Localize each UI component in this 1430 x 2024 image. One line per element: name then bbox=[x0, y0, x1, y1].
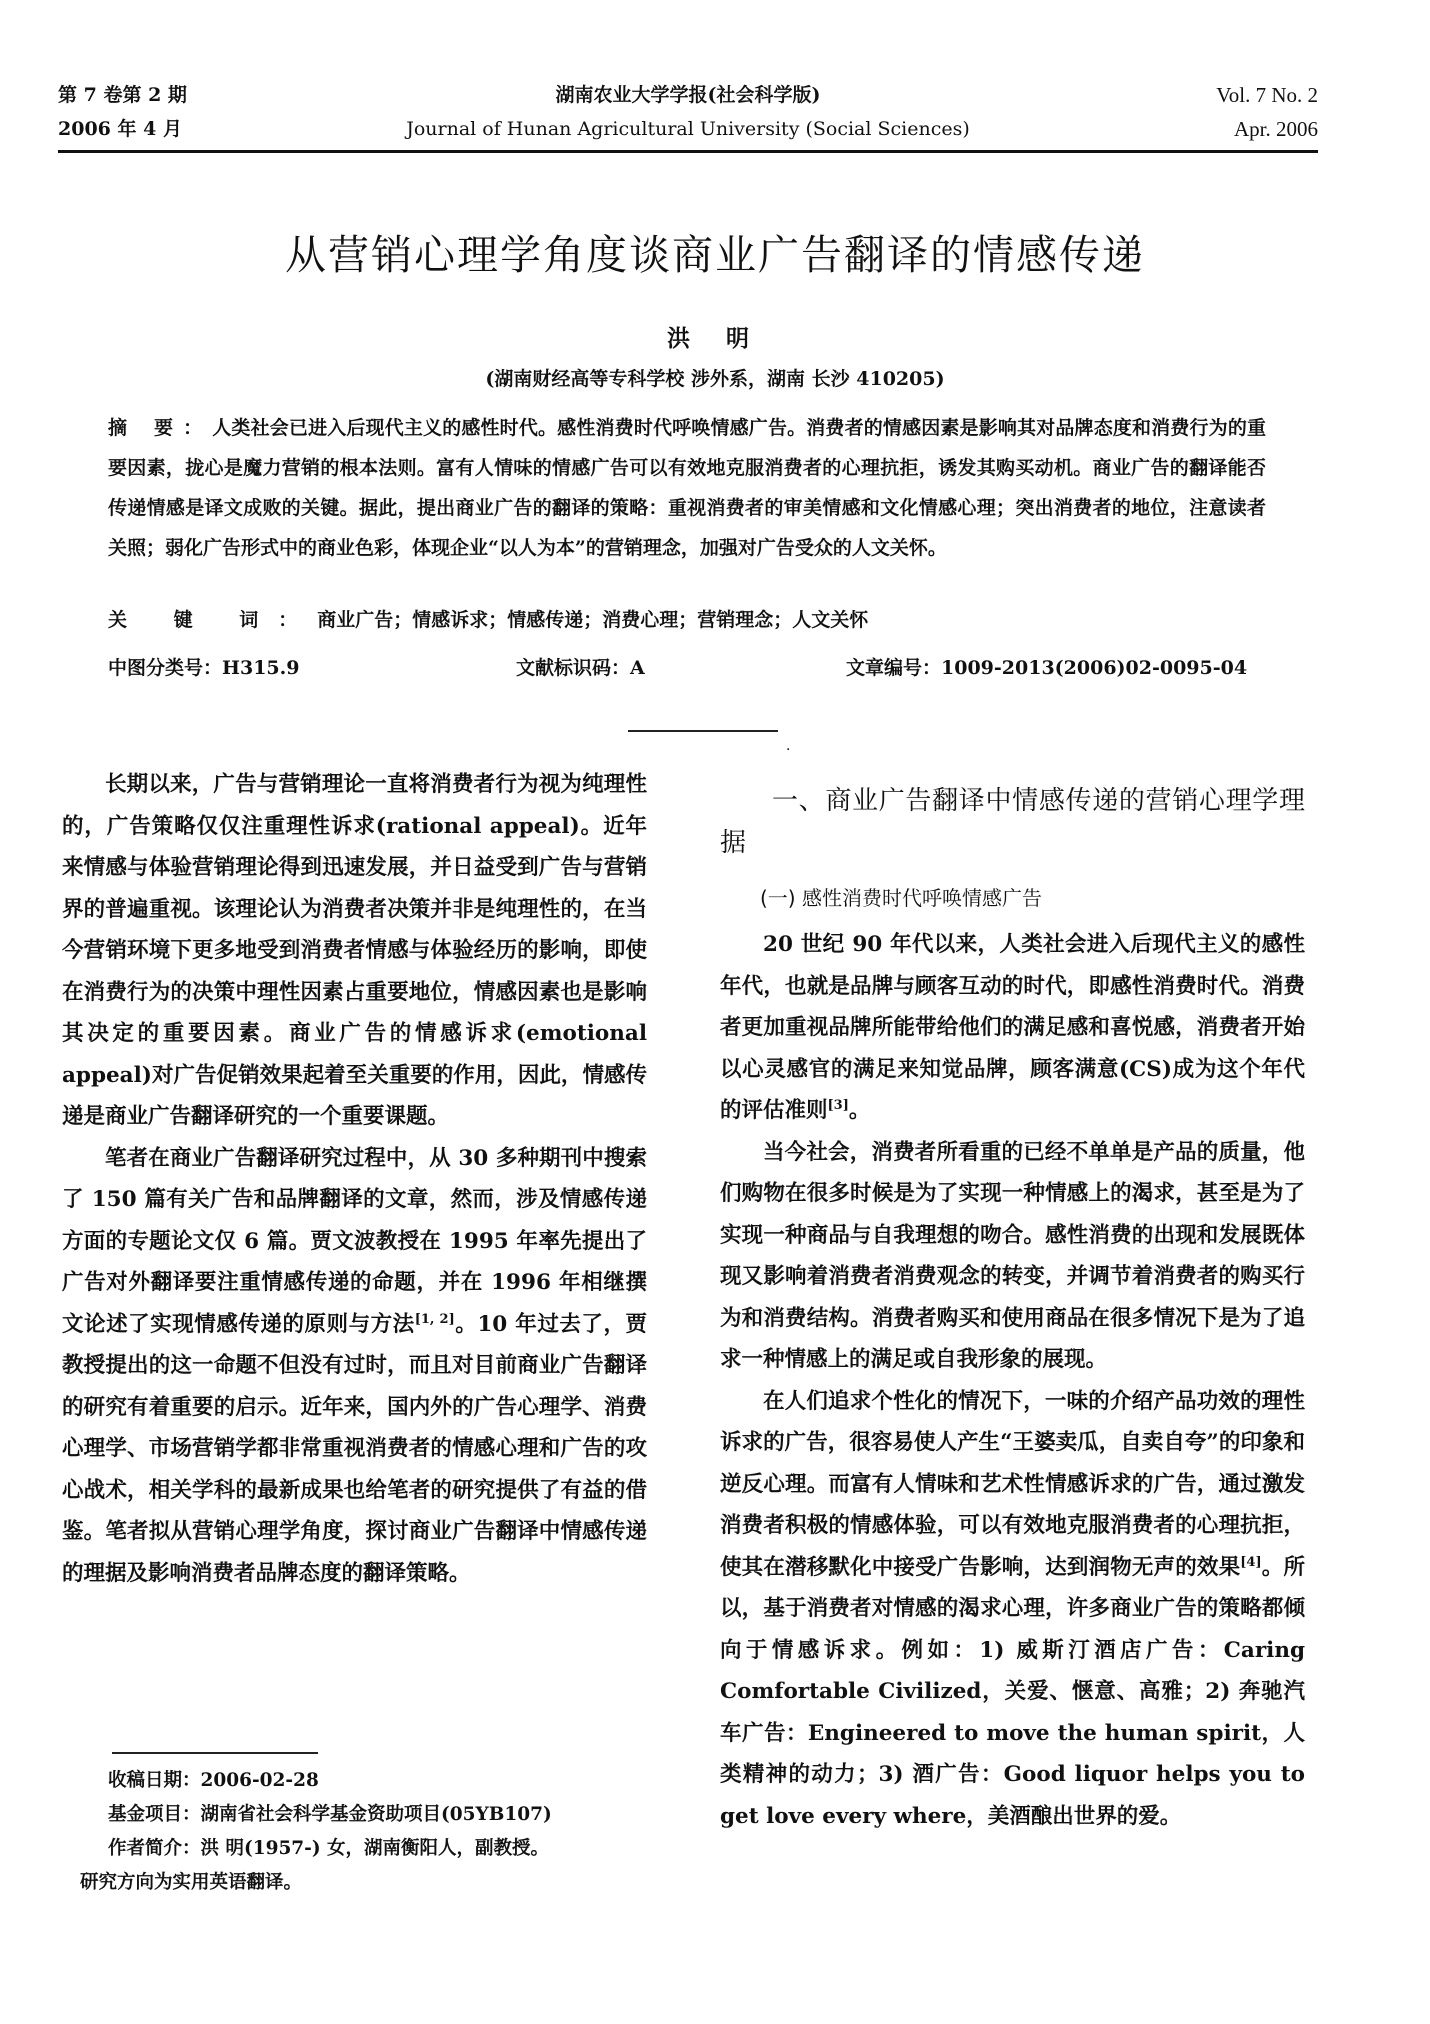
article-title: 从营销心理学角度谈商业广告翻译的情感传递 bbox=[285, 231, 1145, 279]
header-rule bbox=[58, 150, 1318, 153]
citation-ref: [1, 2] bbox=[414, 1311, 455, 1327]
body-paragraph bbox=[720, 1381, 1305, 1838]
doc-code-value: A bbox=[630, 657, 645, 679]
subsection-heading: (一) 感性消费时代呼唤情感广告 bbox=[760, 886, 1042, 910]
journal-name-en: Journal of Hunan Agricultural University (Social Sciences) bbox=[406, 118, 970, 140]
footnote-rule bbox=[112, 1752, 318, 1754]
article-author: 洪 明 bbox=[666, 326, 763, 352]
section-heading: 一、商业广告翻译中情感传递的营销心理学理据 bbox=[720, 786, 1305, 858]
article-no-value: 1009-2013(2006)02-0095-04 bbox=[941, 657, 1248, 679]
clc-label: 中图分类号： bbox=[108, 657, 223, 679]
issue-date: 2006 年 4 月 bbox=[58, 118, 182, 140]
journal-name-cn: 湖南农业大学学报(社会科学版) bbox=[555, 84, 821, 106]
body-paragraph bbox=[62, 1138, 647, 1595]
volume-issue: 第 7 卷第 2 期 bbox=[58, 84, 187, 106]
body-paragraph bbox=[720, 924, 1305, 1132]
abstract-divider bbox=[628, 730, 778, 732]
issue-info-en bbox=[1216, 78, 1318, 146]
body-paragraph: 当今社会，消费者所看重的已经不单单是产品的质量，他们购物在很多时候是为了实现一种情感上的渴求，甚至是为了实现一种商品与自我理想的吻合。感性消费的出现和发展既体现又影响着消费者消费观念的转变，并调节着消费者的购买行为和消费结构。消费者购买和使用商品在很多情况下是为了追求一种情感上的满足或自我形象的展现。 bbox=[720, 1139, 1305, 1372]
journal-header bbox=[58, 78, 1318, 148]
footnotes bbox=[80, 1764, 650, 1900]
classification-row bbox=[108, 653, 1268, 683]
right-column bbox=[720, 760, 1305, 1837]
citation-ref: [3] bbox=[827, 1097, 849, 1113]
divider-dot: · bbox=[786, 742, 791, 758]
doc-code-label: 文献标识码： bbox=[516, 657, 631, 679]
article-number bbox=[846, 653, 1247, 680]
body-text: 。10 年过去了，贾教授提出的这一命题不但没有过时，而且对目前商业广告翻译的研究有着重要的启示。近年来，国内外的广告心理学、消费心理学、市场营销学都非常重视消费者的情感心理和广告的攻心战术，相关学科的最新成果也给笔者的研究提供了有益的借鉴。笔者拟从营销心理学角度，探讨商业广告翻译中情感传递的理据及影响消费者品牌态度的翻译策略。 bbox=[62, 1311, 647, 1586]
left-column bbox=[62, 764, 647, 1594]
clc-value: H315.9 bbox=[222, 657, 300, 679]
citation-ref: [4] bbox=[1240, 1554, 1262, 1570]
author-research: 研究方向为实用英语翻译。 bbox=[80, 1872, 303, 1893]
author-bio: 作者简介：洪 明(1957-) 女，湖南衡阳人，副教授。 bbox=[108, 1838, 550, 1859]
received-date: 收稿日期：2006-02-28 bbox=[108, 1770, 319, 1791]
article-no-label: 文章编号： bbox=[846, 657, 942, 679]
abstract-text: 人类社会已进入后现代主义的感性时代。感性消费时代呼唤情感广告。消费者的情感因素是影响其对品牌态度和消费行为的重要因素，拢心是魔力营销的根本法则。富有人情味的情感广告可以有效地克服消费者的心理抗拒，诱发其购买动机。商业广告的翻译能否传递情感是译文成败的关键。据此，提出商业广告的翻译的策略：重视消费者的审美情感和文化情感心理；突出消费者的地位，注意读者关照；弱化广告形式中的商业色彩，体现企业“以人为本”的营销理念，加强对广告受众的人文关怀。 bbox=[108, 417, 1266, 559]
keywords-text: 商业广告；情感诉求；情感传递；消费心理；营销理念；人文关怀 bbox=[317, 609, 869, 631]
body-text: 20 世纪 90 年代以来，人类社会进入后现代主义的感性年代，也就是品牌与顾客互动的时代，即感性消费时代。消费者更加重视品牌所能带给他们的满足感和喜悦感，消费者开始以心灵感官的满足来知觉品牌，顾客满意(CS)成为这个年代的评估准则 bbox=[720, 932, 1305, 1123]
author-affiliation: (湖南财经高等专科学校 涉外系，湖南 长沙 410205) bbox=[485, 368, 945, 390]
volume-issue-en: Vol. 7 No. 2 bbox=[1216, 83, 1318, 107]
body-paragraph: 长期以来，广告与营销理论一直将消费者行为视为纯理性的，广告策略仅仅注重理性诉求(rational appeal)。近年来情感与体验营销理论得到迅速发展，并日益受到广告与营销界的普遍重视。该理论认为消费者决策并非是纯理性的，在当今营销环境下更多地受到消费者情感与体验经历的影响，即使在消费行为的决策中理性因素占重要地位，情感因素也是影响其决定的重要因素。商业广告的情感诉求(emotional appeal)对广告促销效果起着至关重要的作用，因此，情感传递是商业广告翻译研究的一个重要课题。 bbox=[62, 772, 647, 1129]
body-text: 笔者在商业广告翻译研究过程中，从 30 多种期刊中搜索了 150 篇有关广告和品牌翻译的文章，然而，涉及情感传递方面的专题论文仅 6 篇。贾文波教授在 1995 年率先提出了广告对外翻译要注重情感传递的命题，并在 1996 年相继撰文论述了实现情感传递的原则与方法 bbox=[62, 1145, 647, 1337]
journal-name bbox=[58, 78, 1318, 146]
keywords-label: 关 键 词： bbox=[108, 609, 318, 631]
fund-info: 基金项目：湖南省社会科学基金资助项目(05YB107) bbox=[108, 1804, 552, 1825]
clc-code bbox=[108, 653, 299, 680]
abstract bbox=[108, 408, 1266, 568]
issue-date-en: Apr. 2006 bbox=[1234, 117, 1318, 141]
body-text: 。 bbox=[848, 1098, 871, 1123]
keywords bbox=[108, 605, 1266, 632]
body-text: 。所以，基于消费者对情感的渴求心理，许多商业广告的策略都倾向于情感诉求。例如：1) 威斯汀酒店广告：Caring Comfortable Civilized，关爱、惬意、高雅；2) 奔驰汽车广告：Engineered to move the human spirit，人类精神的动力；3) 酒广告：Good liquor helps you to get love every where，美酒酿出世界的爱。 bbox=[720, 1554, 1305, 1829]
body-text: 在人们追求个性化的情况下，一味的介绍产品功效的理性诉求的广告，很容易使人产生“王婆卖瓜，自卖自夸”的印象和逆反心理。而富有人情味和艺术性情感诉求的广告，通过激发消费者积极的情感体验，可以有效地克服消费者的心理抗拒，使其在潜移默化中接受广告影响，达到润物无声的效果 bbox=[720, 1388, 1305, 1580]
document-code bbox=[516, 653, 645, 680]
abstract-label: 摘 要： bbox=[108, 417, 213, 439]
